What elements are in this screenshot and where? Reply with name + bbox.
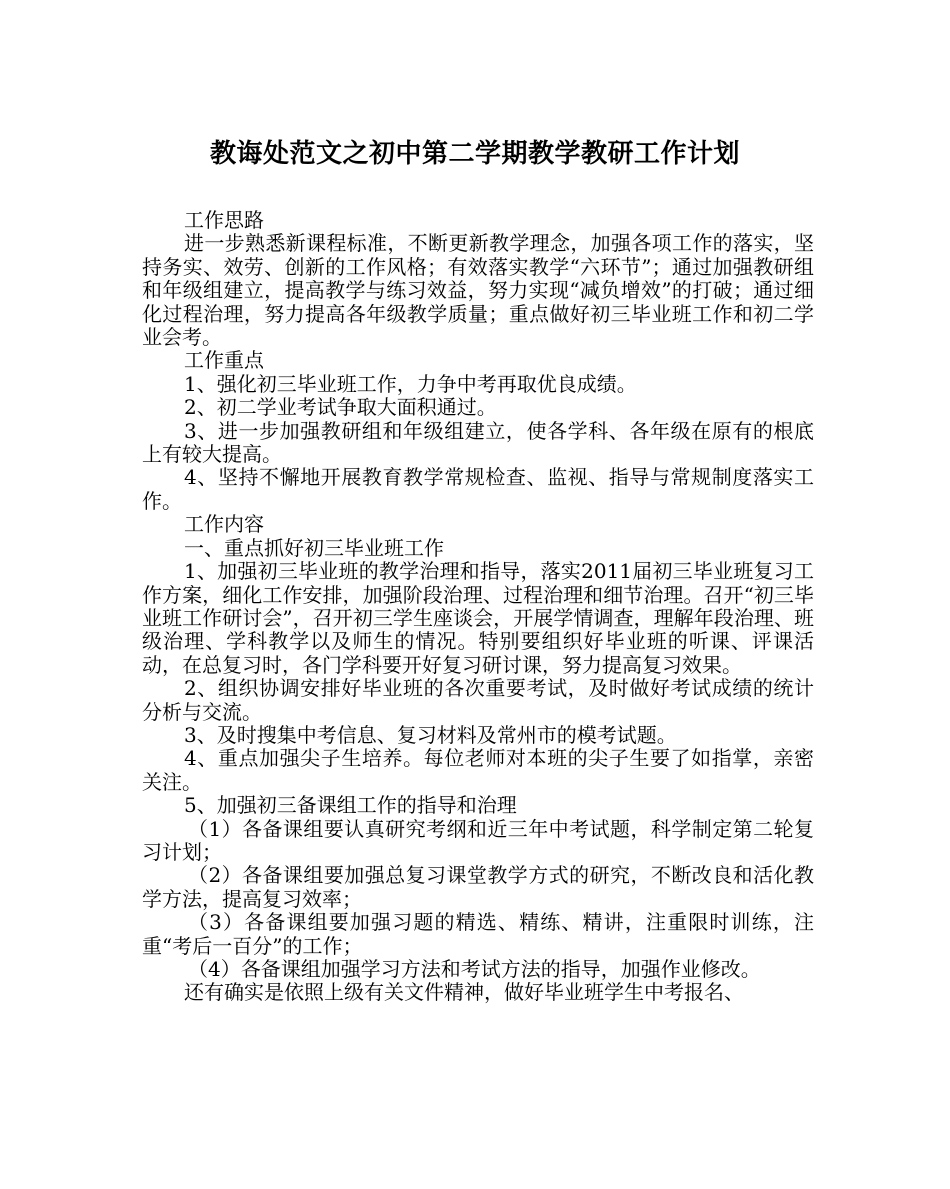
focus-item-2: 2、初二学业考试争取大面积通过。: [184, 395, 497, 420]
sub-item-3: （3）各备课组要加强习题的精选、精练、精讲，注重限时训练，注重“考后一百分”的工作；: [142, 910, 814, 958]
focus-item-1: 1、强化初三毕业班工作，力争中考再取优良成绩。: [184, 371, 637, 396]
document-title: 教诲处范文之初中第二学期教学教研工作计划: [209, 139, 740, 169]
section-heading-work-focus: 工作重点: [184, 348, 264, 373]
sub-item-2: （2）各备课组要加强总复习课堂教学方式的研究，不断改良和活化教学方法，提高复习效率；: [142, 863, 814, 911]
focus-item-4: 4、坚持不懈地开展教育教学常规检查、监视、指导与常规制度落实工作。: [142, 465, 814, 513]
sub-item-4: （4）各备课组加强学习方法和考试方法的指导，加强作业修改。: [188, 957, 761, 981]
paragraph-continuation: 还有确实是依照上级有关文件精神，做好毕业班学生中考报名、: [184, 980, 744, 1005]
paragraph-work-thinking: 进一步熟悉新课程标准，不断更新教学理念，加强各项工作的落实，坚持务实、效劳、创新的工作风格；有效落实教学“六环节”；通过加强教研组和年级组建立，提高教学与练习效益，努力实现“减负增效”的打破；通过细化过程治理，努力提高各年级教学质量；重点做好初三毕业班工作和初二学业会考。: [142, 231, 814, 350]
subsection-heading-graduating-class: 一、重点抓好初三毕业班工作: [184, 535, 444, 560]
focus-item-3: 3、进一步加强教研组和年级组建立，使各学科、各年级在原有的根底上有较大提高。: [142, 418, 814, 467]
content-item-2: 2、组织协调安排好毕业班的各次重要考试，及时做好考试成绩的统计分析与交流。: [142, 676, 814, 724]
content-item-5: 5、加强初三备课组工作的指导和治理: [184, 793, 517, 818]
content-item-3: 3、及时搜集中考信息、复习材料及常州市的模考试题。: [184, 722, 677, 747]
section-heading-work-thinking: 工作思路: [184, 208, 264, 232]
section-heading-work-content: 工作内容: [184, 512, 264, 537]
content-item-1: 1、加强初三毕业班的教学治理和指导，落实2011届初三毕业班复习工作方案，细化工作安排，加强阶段治理、过程治理和细节治理。召开“初三毕业班工作研讨会”，召开初三学生座谈会，开展学情调查，理解年段治理、班级治理、学科教学以及师生的情况。特别要组织好毕业班的听课、评课活动，在总复习时，各门学科要开好复习研讨课，努力提高复习效果。: [142, 559, 814, 677]
content-item-4: 4、重点加强尖子生培养。每位老师对本班的尖子生要了如指掌，亲密关注。: [142, 746, 814, 794]
sub-item-1: （1）各备课组要认真研究考纲和近三年中考试题，科学制定第二轮复习计划；: [142, 816, 814, 864]
document-body: [142, 209, 814, 1005]
